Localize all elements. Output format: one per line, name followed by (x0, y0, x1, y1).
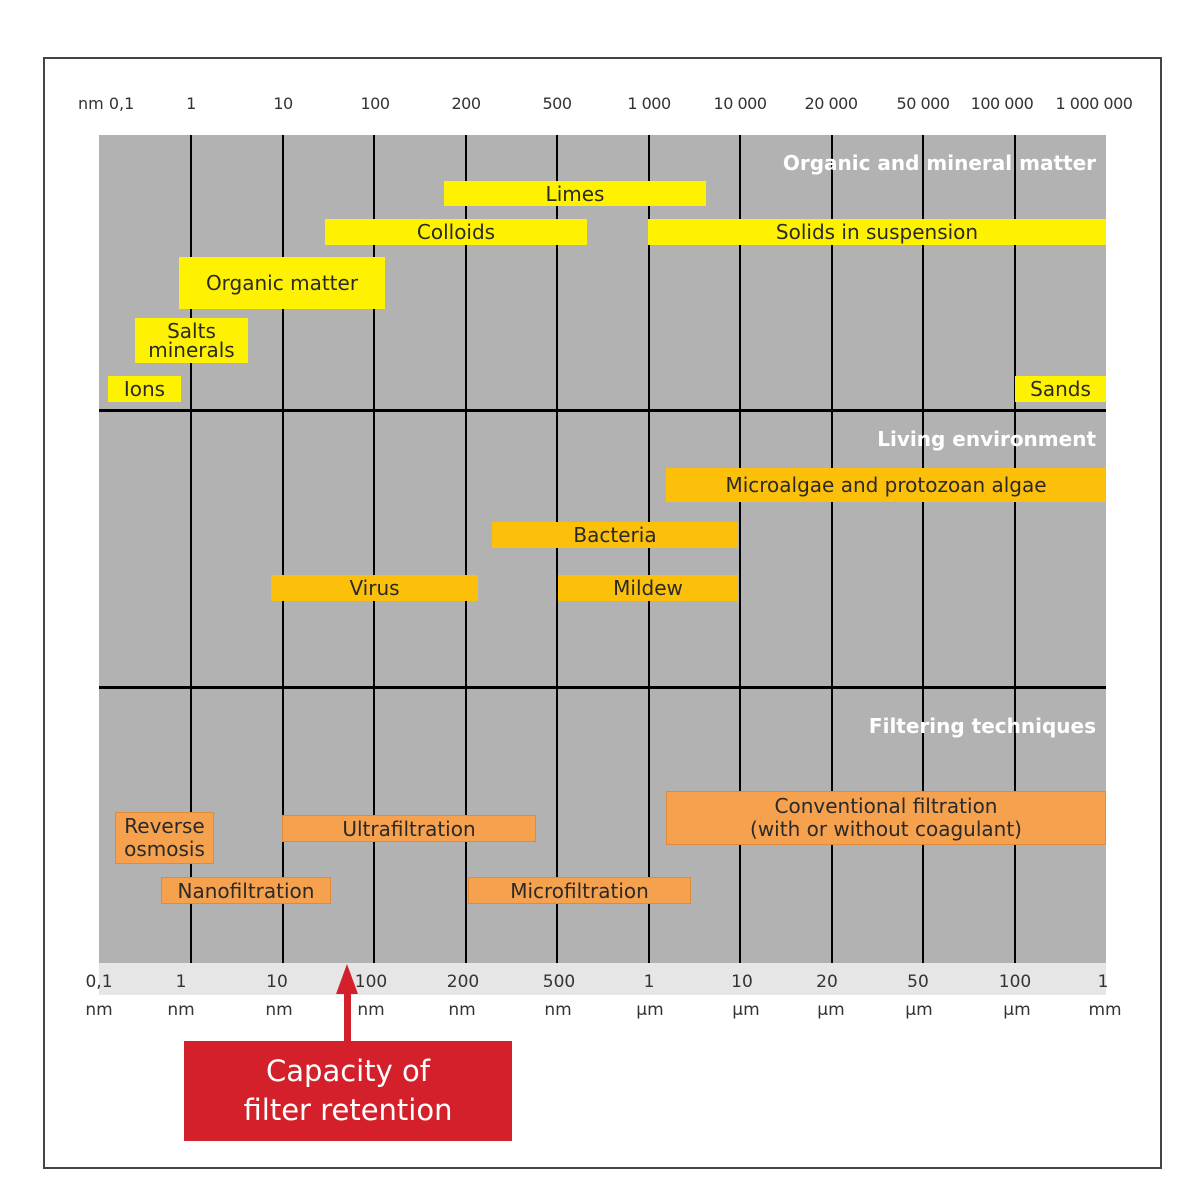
bar-organic-matter (179, 257, 385, 309)
bar-label: Microalgae and protozoan algae (725, 473, 1047, 497)
bottom-tick-unit: nm (167, 1000, 195, 1020)
grid-line (556, 135, 558, 963)
bar-label: Ultrafiltration (342, 816, 476, 841)
section-divider (99, 686, 1106, 689)
bar-nanofiltration (161, 877, 331, 904)
bar-label: Sands (1030, 377, 1091, 401)
top-tick: 100 000 (970, 94, 1034, 113)
bar-microfiltration (468, 877, 691, 904)
bottom-tick-value: 500 (542, 972, 576, 992)
bar-label: Colloids (416, 220, 496, 244)
top-tick: 1 000 000 (1055, 94, 1133, 113)
bar-sands (1015, 376, 1106, 402)
bottom-tick-unit: µm (905, 1000, 933, 1020)
bar-label: Mildew (613, 576, 683, 600)
top-tick: 20 000 (804, 94, 858, 113)
top-tick: 1 (186, 94, 196, 113)
bar-conventional-filtration (666, 791, 1106, 845)
top-tick: 500 (542, 94, 572, 113)
bottom-tick-value: 10 (266, 972, 288, 992)
bottom-tick-value: 50 (907, 972, 929, 992)
bar-microalgae (666, 468, 1106, 502)
top-tick: 100 (360, 94, 390, 113)
bar-solids-in-suspension (648, 219, 1106, 245)
bottom-tick-value: 1 (643, 972, 655, 992)
bar-virus (271, 575, 478, 601)
bottom-tick-value: 10 (731, 972, 753, 992)
bar-label: Virus (349, 576, 400, 600)
callout-text (244, 1052, 453, 1130)
bottom-tick-unit: nm (357, 1000, 385, 1020)
bar-label: Limes (545, 181, 605, 206)
bar-limes (444, 181, 706, 206)
bar-reverse-osmosis (115, 812, 214, 864)
top-tick: 50 000 (896, 94, 950, 113)
bar-label: Organic matter (205, 271, 359, 295)
callout-line: filter retention (243, 1093, 453, 1127)
filter-retention-callout (184, 1041, 512, 1141)
bottom-tick-unit: nm (265, 1000, 293, 1020)
bottom-tick-unit: mm (1088, 1000, 1122, 1020)
bar-bacteria (492, 522, 738, 548)
bottom-tick-unit: nm (544, 1000, 572, 1020)
bottom-tick-unit: µm (636, 1000, 664, 1020)
bar-label-line: Salts (167, 318, 216, 343)
bar-label-line: Reverse (124, 814, 205, 838)
bottom-tick-unit: nm (448, 1000, 476, 1020)
bar-label-line: Conventional filtration (774, 794, 998, 818)
top-tick: 10 000 (713, 94, 767, 113)
bottom-tick-value: 200 (446, 972, 480, 992)
bar-label: Ions (123, 377, 166, 401)
top-axis-unit-label: nm 0,1 (78, 94, 135, 113)
bottom-tick-value: 100 (998, 972, 1032, 992)
top-tick: 10 (273, 94, 293, 113)
bar-label-line: minerals (148, 337, 235, 362)
bottom-tick-value: 1 (175, 972, 187, 992)
bottom-tick-value: 1 (1097, 972, 1109, 992)
bottom-axis-band (99, 963, 1106, 995)
bottom-tick-value: 0,1 (85, 972, 113, 992)
top-tick: 200 (451, 94, 481, 113)
bottom-tick-value: 20 (816, 972, 838, 992)
diagram-area (99, 135, 1106, 963)
bottom-tick-unit: µm (1003, 1000, 1031, 1020)
bar-label: Microfiltration (510, 878, 649, 903)
bar-salts-minerals (135, 318, 248, 363)
bar-label: Bacteria (573, 523, 657, 547)
callout-line: Capacity of (266, 1054, 430, 1088)
section-title-filtering: Filtering techniques (868, 714, 1096, 738)
top-tick: 1 000 (627, 94, 671, 113)
bar-label: Solids in suspension (775, 220, 979, 244)
section-divider (99, 409, 1106, 412)
bottom-tick-unit: µm (817, 1000, 845, 1020)
grid-line (648, 135, 650, 963)
bar-label: Nanofiltration (177, 878, 315, 903)
section-title-organic: Organic and mineral matter (782, 151, 1096, 175)
bottom-tick-value: 100 (354, 972, 388, 992)
bar-ultrafiltration (282, 815, 536, 842)
bottom-tick-unit: µm (732, 1000, 760, 1020)
bottom-tick-unit: nm (85, 1000, 113, 1020)
bar-label-line: (with or without coagulant) (750, 817, 1022, 841)
bar-ions (108, 376, 181, 402)
section-title-living: Living environment (877, 427, 1096, 451)
retention-arrow-shaft (344, 990, 351, 1045)
bar-label-line: osmosis (124, 837, 205, 861)
bar-colloids (325, 219, 587, 245)
bar-mildew (558, 575, 738, 601)
